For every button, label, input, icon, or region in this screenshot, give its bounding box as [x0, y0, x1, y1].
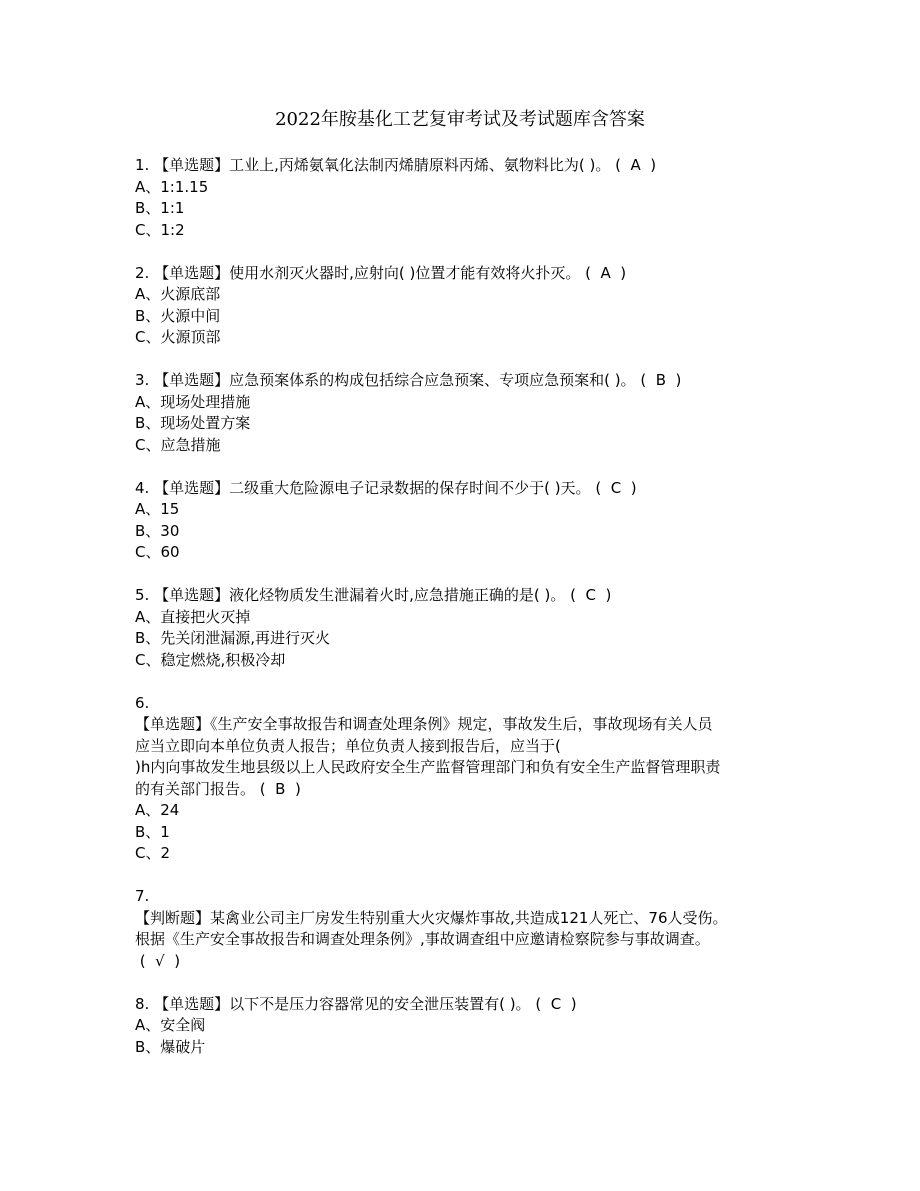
option-c: C、2 [135, 844, 171, 862]
option-b: B、1:1 [135, 199, 185, 217]
option-a: A、1:1.15 [135, 177, 209, 196]
question-stem-line: 【单选题】《生产安全事故报告和调查处理条例》规定，事故发生后，事故现场有关人员 [135, 715, 713, 733]
option-c: C、稳定燃烧,积极冷却 [135, 650, 286, 669]
option-b: B、先关闭泄漏源,再进行灭火 [135, 629, 331, 647]
answer-line: ( √ ) [135, 951, 181, 970]
question-stem: 8. 【单选题】以下不是压力容器常见的安全泄压装置有( )。 ( C ) [135, 994, 577, 1013]
question-stem: 5. 【单选题】液化烃物质发生泄漏着火时,应急措施正确的是( )。 ( C ) [135, 586, 612, 604]
question-list [135, 155, 795, 1080]
option-a: A、安全阀 [135, 1016, 206, 1034]
question-stem: 3. 【单选题】应急预案体系的构成包括综合应急预案、专项应急预案和( )。 ( B ) [135, 371, 682, 389]
question-8 [135, 994, 795, 1059]
question-2 [135, 263, 795, 349]
option-b: B、爆破片 [135, 1037, 206, 1056]
question-6 [135, 693, 795, 865]
option-b: B、火源中间 [135, 306, 221, 325]
question-7 [135, 886, 795, 972]
question-stem-line: 应当立即向本单位负责人报告；单位负责人接到报告后，应当于( [135, 736, 561, 755]
question-stem-line: 的有关部门报告。 ( B ) [135, 779, 301, 798]
question-number: 6. [135, 693, 150, 712]
option-c: C、60 [135, 543, 180, 561]
option-b: B、现场处置方案 [135, 414, 251, 432]
question-4 [135, 478, 795, 564]
option-a: A、直接把火灭掉 [135, 607, 251, 626]
question-stem: 2. 【单选题】使用水剂灭火器时,应射向( )位置才能有效将火扑灭。 ( A ) [135, 263, 627, 282]
option-a: A、24 [135, 801, 180, 819]
question-number: 7. [135, 887, 150, 905]
option-c: C、1:2 [135, 220, 185, 239]
option-b: B、30 [135, 521, 180, 540]
question-1 [135, 155, 795, 241]
option-c: C、应急措施 [135, 435, 221, 454]
question-5 [135, 585, 795, 671]
option-c: C、火源顶部 [135, 328, 221, 346]
question-3 [135, 370, 795, 456]
option-a: A、现场处理措施 [135, 392, 251, 411]
page-title: 2022年胺基化工艺复审考试及考试题库含答案 [275, 109, 645, 130]
option-b: B、1 [135, 822, 170, 841]
question-stem: 4. 【单选题】二级重大危险源电子记录数据的保存时间不少于( )天。 ( C ) [135, 478, 637, 497]
question-stem-line: )h内向事故发生地县级以上人民政府安全生产监督管理部门和负有安全生产监督管理职责 [135, 758, 721, 776]
option-a: A、火源底部 [135, 285, 221, 303]
question-stem-line: 根据《生产安全事故报告和调查处理条例》,事故调查组中应邀请检察院参与事故调查。 [135, 930, 710, 948]
question-stem: 1. 【单选题】工业上,丙烯氨氧化法制丙烯腈原料丙烯、氨物料比为( )。 ( A ) [135, 156, 657, 174]
question-stem-line: 【判断题】某禽业公司主厂房发生特别重大火灾爆炸事故,共造成121人死亡、76人受伤。 [135, 908, 728, 927]
option-a: A、15 [135, 500, 180, 518]
